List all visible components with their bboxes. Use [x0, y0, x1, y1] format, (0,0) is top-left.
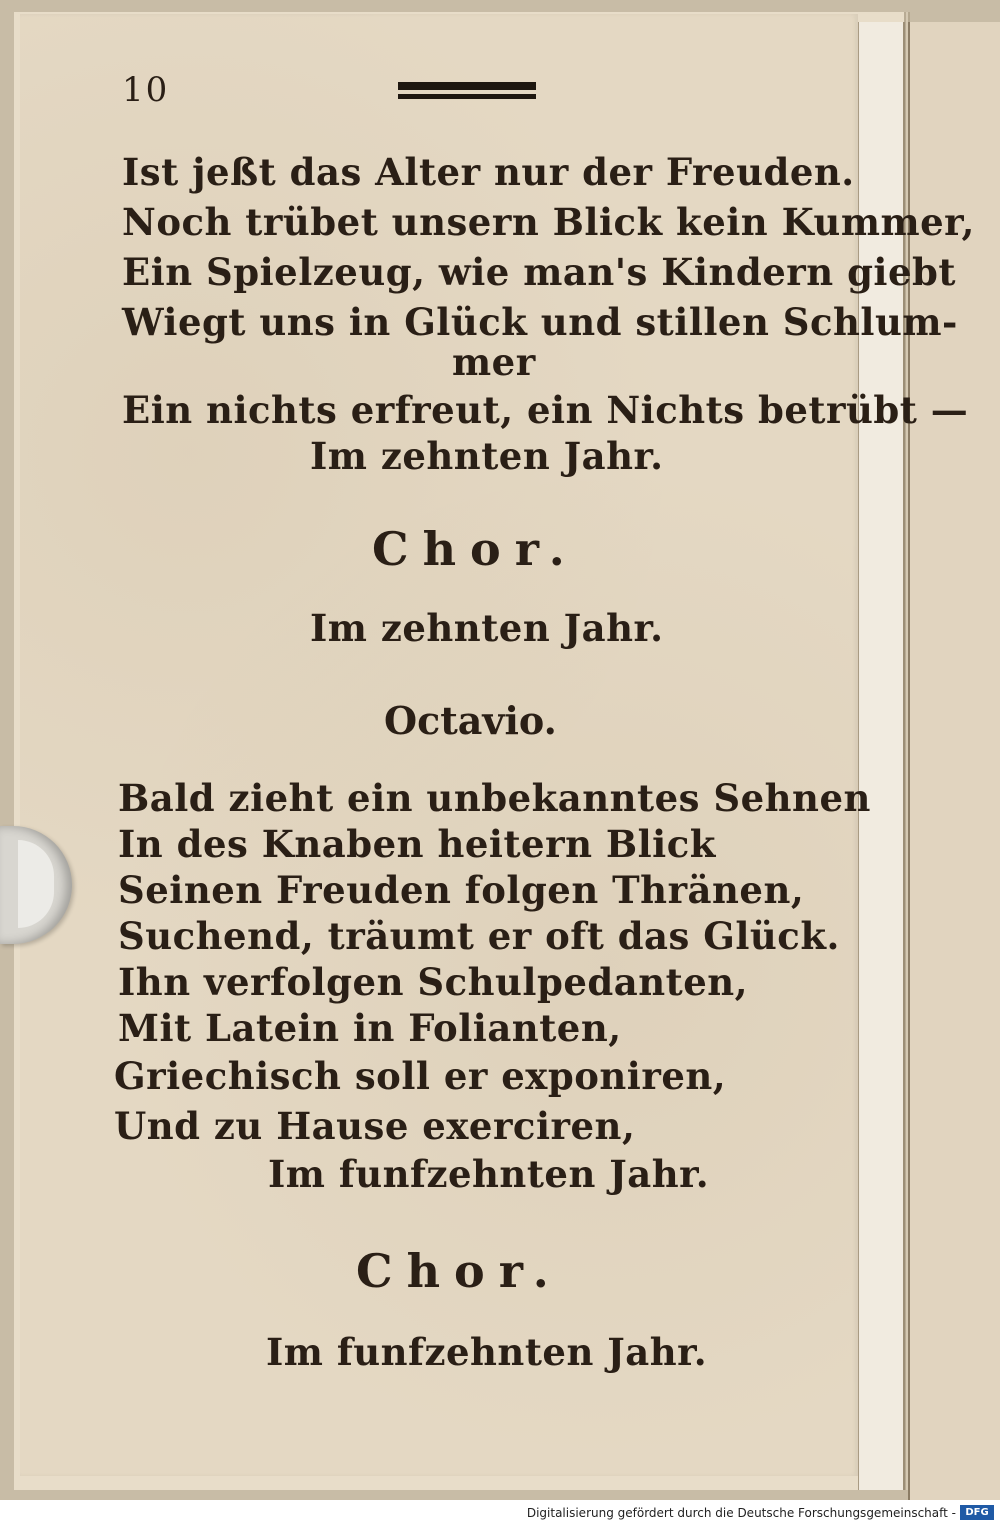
verse-line: Mit Latein in Folianten, [118, 1006, 622, 1050]
dfg-logo-icon: DFG [960, 1505, 994, 1520]
verse-line: Im zehnten Jahr. [310, 434, 664, 478]
verse-line: Noch trübet unsern Blick kein Kummer, [122, 200, 975, 244]
verse-line: Ein Spielzeug, wie man's Kindern giebt [122, 250, 956, 294]
funding-notice: Digitalisierung gefördert durch die Deutsche Forschungsgemeinschaft - [526, 1506, 956, 1520]
verse-line: Ein nichts erfreut, ein Nichts betrübt — [122, 388, 969, 432]
footer-bar [0, 1500, 1000, 1525]
header-rule [398, 82, 536, 104]
verse-line: Und zu Hause exerciren, [114, 1104, 636, 1148]
page-number: 10 [122, 70, 170, 110]
speaker-name: Octavio. [384, 698, 557, 743]
verse-line: mer [452, 340, 536, 384]
verse-line: In des Knaben heitern Blick [118, 822, 716, 866]
chorus-line: Im zehnten Jahr. [310, 606, 664, 650]
chorus-heading: Chor. [356, 1244, 563, 1298]
verse-line: Ihn verfolgen Schulpedanten, [118, 960, 749, 1004]
verse-line: Wiegt uns in Glück und stillen Schlum- [122, 300, 958, 344]
chorus-heading: Chor. [372, 522, 579, 576]
verse-line: Seinen Freuden folgen Thränen, [118, 868, 805, 912]
verse-line: Bald zieht ein unbekanntes Sehnen [118, 776, 871, 820]
verse-line: Im funfzehnten Jahr. [268, 1152, 710, 1196]
verse-line: Ist jeßt das Alter nur der Freuden. [122, 150, 855, 194]
chorus-line: Im funfzehnten Jahr. [266, 1330, 708, 1374]
verse-line: Suchend, träumt er oft das Glück. [118, 914, 840, 958]
verse-line: Griechisch soll er exponiren, [114, 1054, 727, 1098]
